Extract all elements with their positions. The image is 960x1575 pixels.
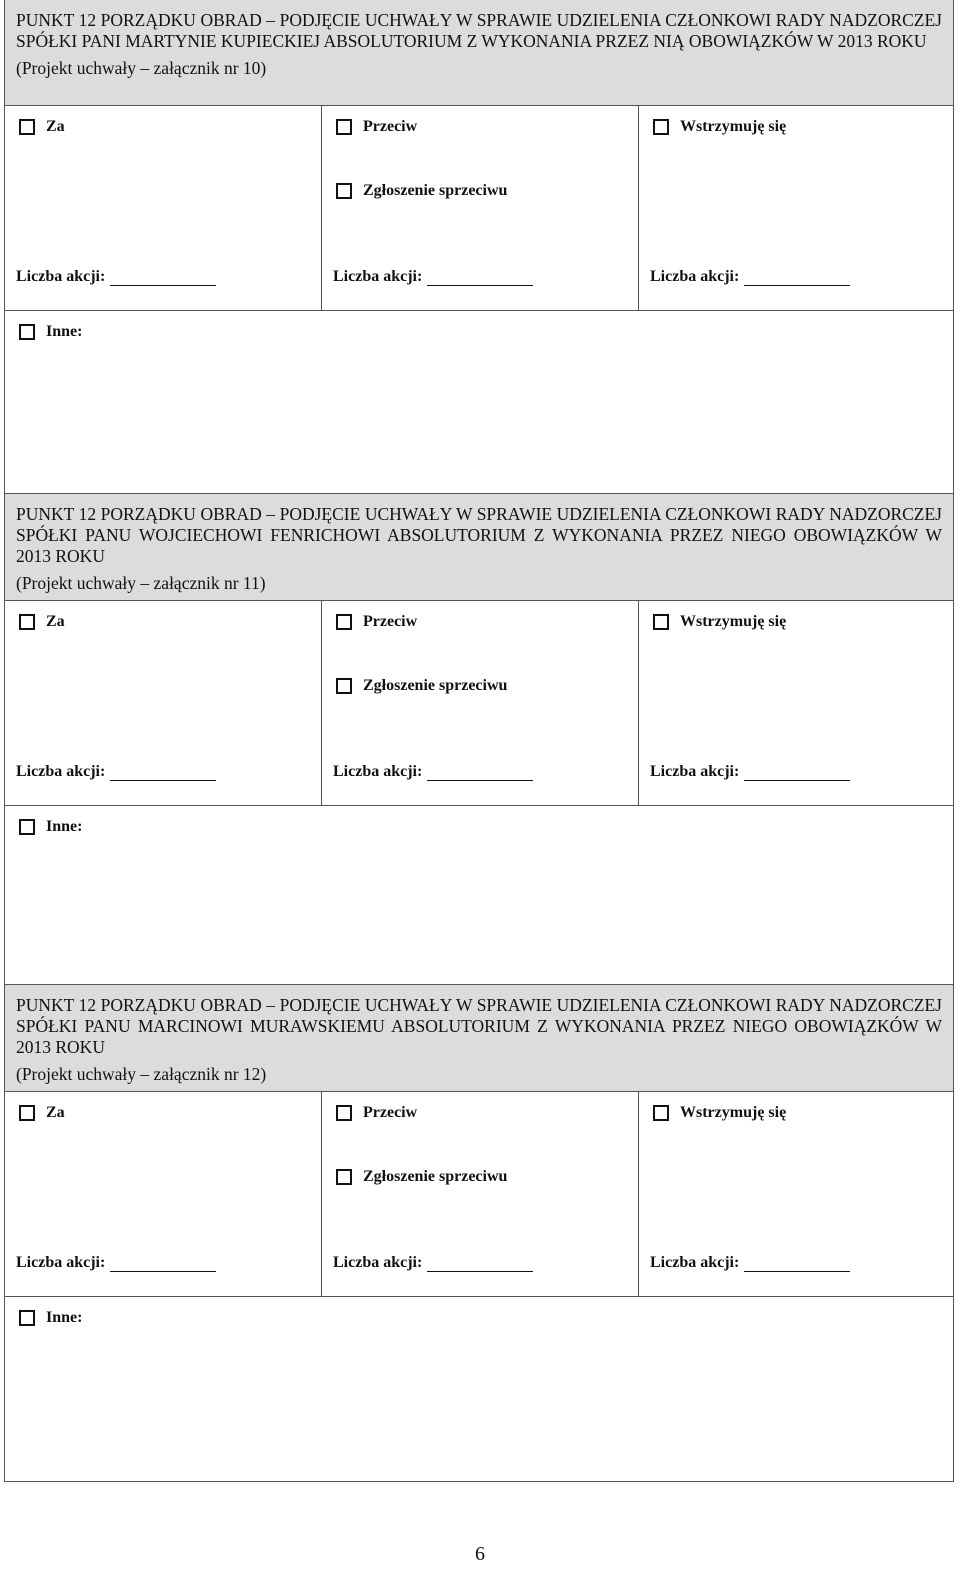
- section-header: [5, 984, 953, 1092]
- vote-against-option[interactable]: [336, 613, 417, 631]
- share-count-blank[interactable]: [744, 271, 850, 286]
- page-number: 6: [475, 1543, 485, 1565]
- vote-options-row: [5, 601, 953, 806]
- share-count-field[interactable]: [650, 763, 850, 781]
- section-header: [5, 493, 953, 601]
- share-count-field[interactable]: [16, 268, 216, 286]
- share-count-label: Liczba akcji:: [16, 763, 106, 780]
- checkbox-icon[interactable]: [653, 119, 669, 135]
- vote-against-label: Przeciw: [363, 1104, 418, 1121]
- share-count-label: Liczba akcji:: [333, 1254, 423, 1271]
- other-instructions-cell: [5, 311, 953, 493]
- other-label: Inne:: [46, 1309, 83, 1326]
- other-option[interactable]: [19, 818, 82, 836]
- section-subtitle: (Projekt uchwały – załącznik nr 11): [16, 573, 266, 593]
- vote-against-cell: [321, 1092, 638, 1296]
- vote-abstain-option[interactable]: [653, 1104, 786, 1122]
- vote-for-cell: [5, 601, 321, 805]
- share-count-field[interactable]: [650, 1254, 850, 1272]
- vote-for-label: Za: [46, 118, 65, 135]
- resolution-section: [5, 984, 953, 1481]
- share-count-field[interactable]: [650, 268, 850, 286]
- objection-option[interactable]: [336, 182, 507, 200]
- vote-for-cell: [5, 106, 321, 310]
- checkbox-icon[interactable]: [336, 1169, 352, 1185]
- vote-options-row: [5, 106, 953, 311]
- objection-label: Zgłoszenie sprzeciwu: [363, 677, 508, 694]
- vote-for-option[interactable]: [19, 613, 65, 631]
- share-count-blank[interactable]: [427, 1257, 533, 1272]
- other-instructions-cell: [5, 1297, 953, 1481]
- other-instructions-cell: [5, 806, 953, 984]
- share-count-field[interactable]: [333, 268, 533, 286]
- objection-option[interactable]: [336, 677, 507, 695]
- vote-for-label: Za: [46, 1104, 65, 1121]
- vote-abstain-label: Wstrzymuję się: [680, 118, 787, 135]
- vote-against-option[interactable]: [336, 118, 417, 136]
- share-count-blank[interactable]: [744, 1257, 850, 1272]
- section-title: PUNKT 12 PORZĄDKU OBRAD – PODJĘCIE UCHWAŁY W SPRAWIE UDZIELENIA CZŁONKOWI RADY NADZORCZEJ SPÓŁKI PANU MARCINOWI MURAWSKIEMU ABSOLUTORIUM Z WYKONANIA PRZEZ NIEGO OBOWIĄZKÓW W 2013 ROKU: [16, 995, 942, 1057]
- share-count-field[interactable]: [16, 1254, 216, 1272]
- vote-abstain-cell: [638, 106, 953, 310]
- other-option[interactable]: [19, 1309, 82, 1327]
- vote-for-option[interactable]: [19, 118, 65, 136]
- share-count-blank[interactable]: [110, 1257, 216, 1272]
- checkbox-icon[interactable]: [653, 614, 669, 630]
- share-count-blank[interactable]: [427, 271, 533, 286]
- share-count-blank[interactable]: [110, 766, 216, 781]
- share-count-field[interactable]: [333, 1254, 533, 1272]
- vote-abstain-option[interactable]: [653, 613, 786, 631]
- share-count-label: Liczba akcji:: [650, 763, 740, 780]
- vote-for-label: Za: [46, 613, 65, 630]
- vote-against-label: Przeciw: [363, 613, 418, 630]
- vote-abstain-cell: [638, 601, 953, 805]
- checkbox-icon[interactable]: [19, 1105, 35, 1121]
- checkbox-icon[interactable]: [19, 119, 35, 135]
- checkbox-icon[interactable]: [19, 1310, 35, 1326]
- section-title: PUNKT 12 PORZĄDKU OBRAD – PODJĘCIE UCHWAŁY W SPRAWIE UDZIELENIA CZŁONKOWI RADY NADZORCZEJ SPÓŁKI PANU WOJCIECHOWI FENRICHOWI ABSOLUTORIUM Z WYKONANIA PRZEZ NIEGO OBOWIĄZKÓW W 2013 ROKU: [16, 504, 942, 566]
- vote-against-cell: [321, 601, 638, 805]
- vote-for-option[interactable]: [19, 1104, 65, 1122]
- other-option[interactable]: [19, 323, 82, 341]
- other-label: Inne:: [46, 818, 83, 835]
- share-count-blank[interactable]: [427, 766, 533, 781]
- vote-abstain-label: Wstrzymuję się: [680, 1104, 787, 1121]
- checkbox-icon[interactable]: [336, 1105, 352, 1121]
- vote-against-label: Przeciw: [363, 118, 418, 135]
- share-count-field[interactable]: [333, 763, 533, 781]
- objection-label: Zgłoszenie sprzeciwu: [363, 182, 508, 199]
- share-count-blank[interactable]: [744, 766, 850, 781]
- share-count-label: Liczba akcji:: [333, 763, 423, 780]
- other-label: Inne:: [46, 323, 83, 340]
- vote-abstain-option[interactable]: [653, 118, 786, 136]
- section-title: PUNKT 12 PORZĄDKU OBRAD – PODJĘCIE UCHWAŁY W SPRAWIE UDZIELENIA CZŁONKOWI RADY NADZORCZEJ SPÓŁKI PANI MARTYNIE KUPIECKIEJ ABSOLUTORIUM Z WYKONANIA PRZEZ NIĄ OBOWIĄZKÓW W 2013 ROKU: [16, 10, 942, 51]
- share-count-blank[interactable]: [110, 271, 216, 286]
- resolution-section: [5, 0, 953, 493]
- checkbox-icon[interactable]: [336, 678, 352, 694]
- checkbox-icon[interactable]: [19, 819, 35, 835]
- share-count-label: Liczba akcji:: [650, 1254, 740, 1271]
- resolution-section: [5, 493, 953, 984]
- share-count-field[interactable]: [16, 763, 216, 781]
- share-count-label: Liczba akcji:: [650, 268, 740, 285]
- vote-for-cell: [5, 1092, 321, 1296]
- checkbox-icon[interactable]: [336, 119, 352, 135]
- checkbox-icon[interactable]: [336, 183, 352, 199]
- section-subtitle: (Projekt uchwały – załącznik nr 12): [16, 1064, 267, 1084]
- vote-abstain-cell: [638, 1092, 953, 1296]
- vote-against-option[interactable]: [336, 1104, 417, 1122]
- vote-against-cell: [321, 106, 638, 310]
- share-count-label: Liczba akcji:: [333, 268, 423, 285]
- section-header: [5, 0, 953, 106]
- share-count-label: Liczba akcji:: [16, 1254, 106, 1271]
- objection-label: Zgłoszenie sprzeciwu: [363, 1168, 508, 1185]
- voting-form: [4, 0, 954, 1482]
- checkbox-icon[interactable]: [653, 1105, 669, 1121]
- checkbox-icon[interactable]: [19, 324, 35, 340]
- section-subtitle: (Projekt uchwały – załącznik nr 10): [16, 58, 267, 78]
- share-count-label: Liczba akcji:: [16, 268, 106, 285]
- vote-abstain-label: Wstrzymuję się: [680, 613, 787, 630]
- vote-options-row: [5, 1092, 953, 1297]
- checkbox-icon[interactable]: [19, 614, 35, 630]
- objection-option[interactable]: [336, 1168, 507, 1186]
- checkbox-icon[interactable]: [336, 614, 352, 630]
